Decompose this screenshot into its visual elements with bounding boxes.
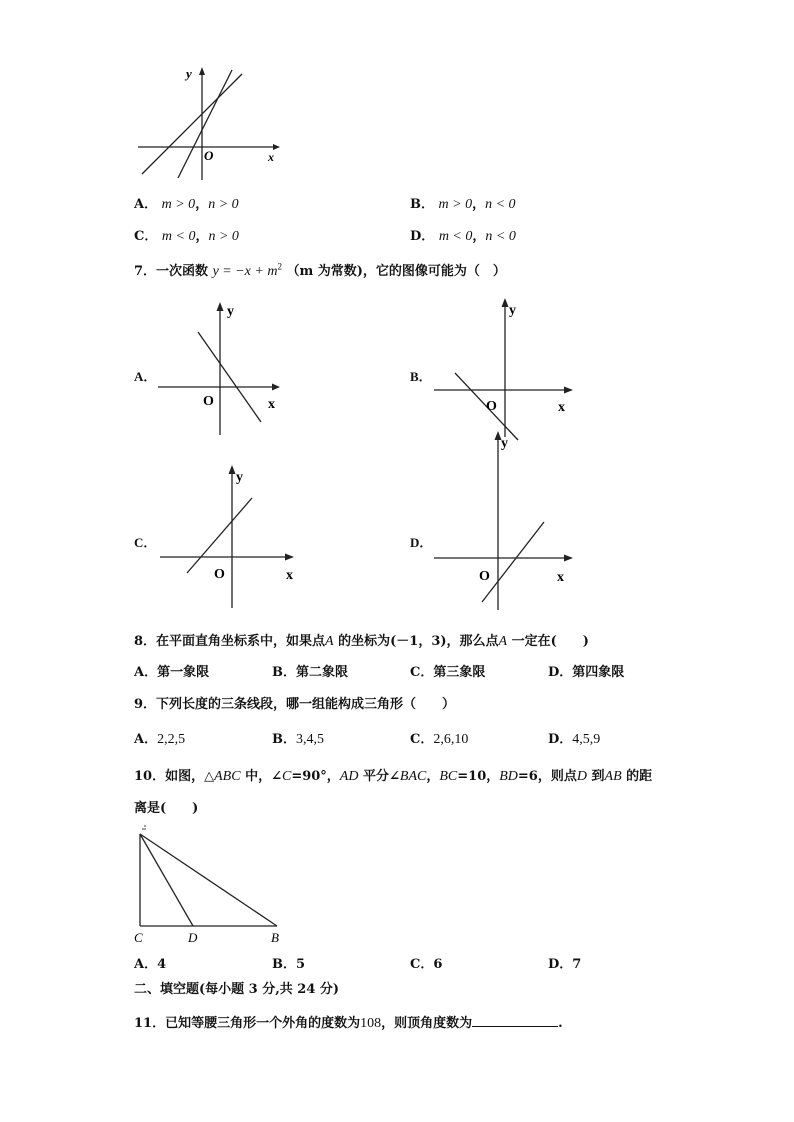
q9-option-a[interactable] (134, 728, 185, 748)
q11-stem (134, 1012, 563, 1032)
q10-bc: BC (439, 769, 458, 784)
q10-text-c: =90°， (291, 769, 340, 784)
q10-text-h: 到 (586, 769, 605, 784)
q6-option-a-n: n > 0 (208, 197, 239, 212)
q6-option-c-letter: C． (134, 229, 158, 244)
q10-label-d: D (188, 930, 198, 945)
q6-option-a-m: m > 0 (161, 197, 196, 212)
q6-option-b-letter: B． (410, 197, 434, 212)
q6-option-a-sep: ， (195, 197, 209, 212)
q10-abc: ABC (214, 769, 241, 784)
q6-x-label: x (268, 150, 274, 164)
q7-option-a-letter[interactable]: A． (134, 369, 157, 384)
q9-option-c-letter: C． (410, 732, 434, 747)
q10-stem-line1 (134, 765, 652, 785)
q7-option-b-origin: O (486, 399, 497, 414)
q9-option-b-value: 3,4,5 (296, 732, 324, 747)
q10-d: D (576, 769, 587, 784)
q11-text-a: 11．已知等腰三角形一个外角的度数为 (134, 1016, 361, 1031)
q11-value: 108 (360, 1016, 382, 1031)
q7-option-d-x-label: x (557, 570, 564, 585)
q6-option-b[interactable] (410, 193, 516, 213)
q10-c: C (281, 769, 292, 784)
q7-option-c-letter[interactable]: C． (134, 535, 157, 550)
q7-option-c-y-label: y (236, 470, 243, 485)
q7-option-d-origin: O (479, 569, 490, 584)
q9-stem: 9．下列长度的三条线段，哪一组能构成三角形（ ） (134, 697, 456, 712)
q8-option-a[interactable]: A．第一象限 (134, 665, 210, 680)
q6-y-arrow (199, 67, 205, 75)
q10-label-c: C (134, 930, 143, 945)
q9-option-d-value: 4,5,9 (572, 732, 601, 747)
q10-ab: AB (604, 769, 622, 784)
q7-option-d-graph (428, 428, 578, 613)
q10-option-c[interactable]: C．6 (410, 957, 443, 972)
q6-option-b-sep: ， (472, 197, 486, 212)
q7-option-c-graph (155, 462, 300, 612)
q9-option-a-value: 2,2,5 (157, 732, 186, 747)
q9-option-d[interactable] (548, 728, 600, 748)
q7-option-c-x-label: x (286, 568, 293, 583)
q8-point: A (325, 634, 334, 649)
q10-triangle-figure (130, 822, 290, 947)
q8-text-c: 一定在( ) (507, 634, 589, 649)
q10-text-e: ， (426, 769, 440, 784)
q9-option-a-letter: A． (134, 732, 158, 747)
q6-option-c-m: m < 0 (161, 229, 196, 244)
q6-line-1 (142, 74, 242, 174)
q6-x-arrow (273, 144, 280, 150)
q10-label-b: B (271, 930, 279, 945)
q6-option-a[interactable] (134, 193, 239, 213)
q7-option-b-letter[interactable]: B． (410, 369, 432, 384)
q6-graph (130, 60, 290, 185)
q7-option-a-x-label: x (268, 397, 275, 412)
q7-suffix: （m 为常数)，它的图像可能为（ ） (286, 264, 506, 279)
section-title: 二、填空题(每小题 3 分,共 24 分) (134, 982, 340, 997)
q7-formula: y = −x + m (212, 264, 278, 279)
q7-option-b-graph (428, 295, 578, 445)
q7-option-d-y-label: y (501, 436, 508, 451)
q7-formula-exponent: 2 (277, 261, 282, 272)
q6-option-c-n: n > 0 (208, 229, 239, 244)
q6-option-d[interactable] (410, 225, 516, 245)
q6-option-d-letter: D． (410, 229, 435, 244)
q7-option-c-origin: O (214, 567, 225, 582)
q10-bd: BD (499, 769, 518, 784)
q6-option-c-sep: ， (195, 229, 209, 244)
q6-option-c[interactable] (134, 225, 239, 245)
q10-text-b: 中，∠ (240, 769, 282, 784)
q7-option-a-origin: O (203, 394, 214, 409)
q6-option-d-n: n < 0 (485, 229, 516, 244)
q8-stem (134, 630, 589, 650)
q6-option-a-letter: A． (134, 197, 158, 212)
q11-end: . (558, 1016, 563, 1031)
q7-option-a-y-label: y (227, 304, 234, 319)
q6-option-b-m: m > 0 (438, 197, 473, 212)
q9-option-c[interactable] (410, 728, 468, 748)
q7-option-d-letter[interactable]: D． (410, 535, 433, 550)
q6-origin-label: O (204, 148, 214, 163)
q10-text-d: 平分∠ (358, 769, 400, 784)
q10-text-f: =10， (457, 769, 500, 784)
q10-option-a[interactable]: A．4 (134, 957, 167, 972)
q6-y-label: y (186, 66, 192, 81)
q6-option-d-m: m < 0 (438, 229, 473, 244)
q10-stem-line2: 离是( ) (134, 801, 199, 816)
q10-ad: AD (339, 769, 359, 784)
q7-option-b-y-label: y (509, 303, 516, 318)
q9-option-c-value: 2,6,10 (433, 732, 469, 747)
q10-bac: BAC (399, 769, 427, 784)
q6-option-d-sep: ， (472, 229, 486, 244)
q6-option-b-n: n < 0 (485, 197, 516, 212)
q10-option-b[interactable]: B．5 (272, 957, 306, 972)
q10-text-g: =6，则点 (517, 769, 577, 784)
q10-text-a: 10．如图，△ (134, 769, 215, 784)
q8-option-d[interactable]: D．第四象限 (548, 665, 625, 680)
q10-text-i: 的距 (621, 769, 653, 784)
q10-segment-ad (140, 834, 193, 926)
q9-option-b[interactable] (272, 728, 324, 748)
q8-option-b[interactable]: B．第二象限 (272, 665, 348, 680)
q7-stem (134, 260, 506, 280)
q11-answer-blank[interactable] (472, 1014, 558, 1027)
q7-prefix: 7．一次函数 (134, 264, 209, 279)
q9-option-d-letter: D． (548, 732, 573, 747)
q7-option-b-x-label: x (558, 400, 565, 415)
q8-text-a: 8．在平面直角坐标系中，如果点 (134, 634, 326, 649)
q10-side-ab (140, 834, 277, 926)
q9-option-b-letter: B． (272, 732, 296, 747)
q7-option-a-graph (150, 295, 290, 440)
q8-point2: A (498, 634, 508, 649)
q11-text-b: ，则顶角度数为 (381, 1016, 473, 1031)
q8-option-c[interactable]: C．第三象限 (410, 665, 486, 680)
q8-text-b: 的坐标为(－1，3)，那么点 (333, 634, 499, 649)
q10-option-d[interactable]: D．7 (548, 957, 582, 972)
